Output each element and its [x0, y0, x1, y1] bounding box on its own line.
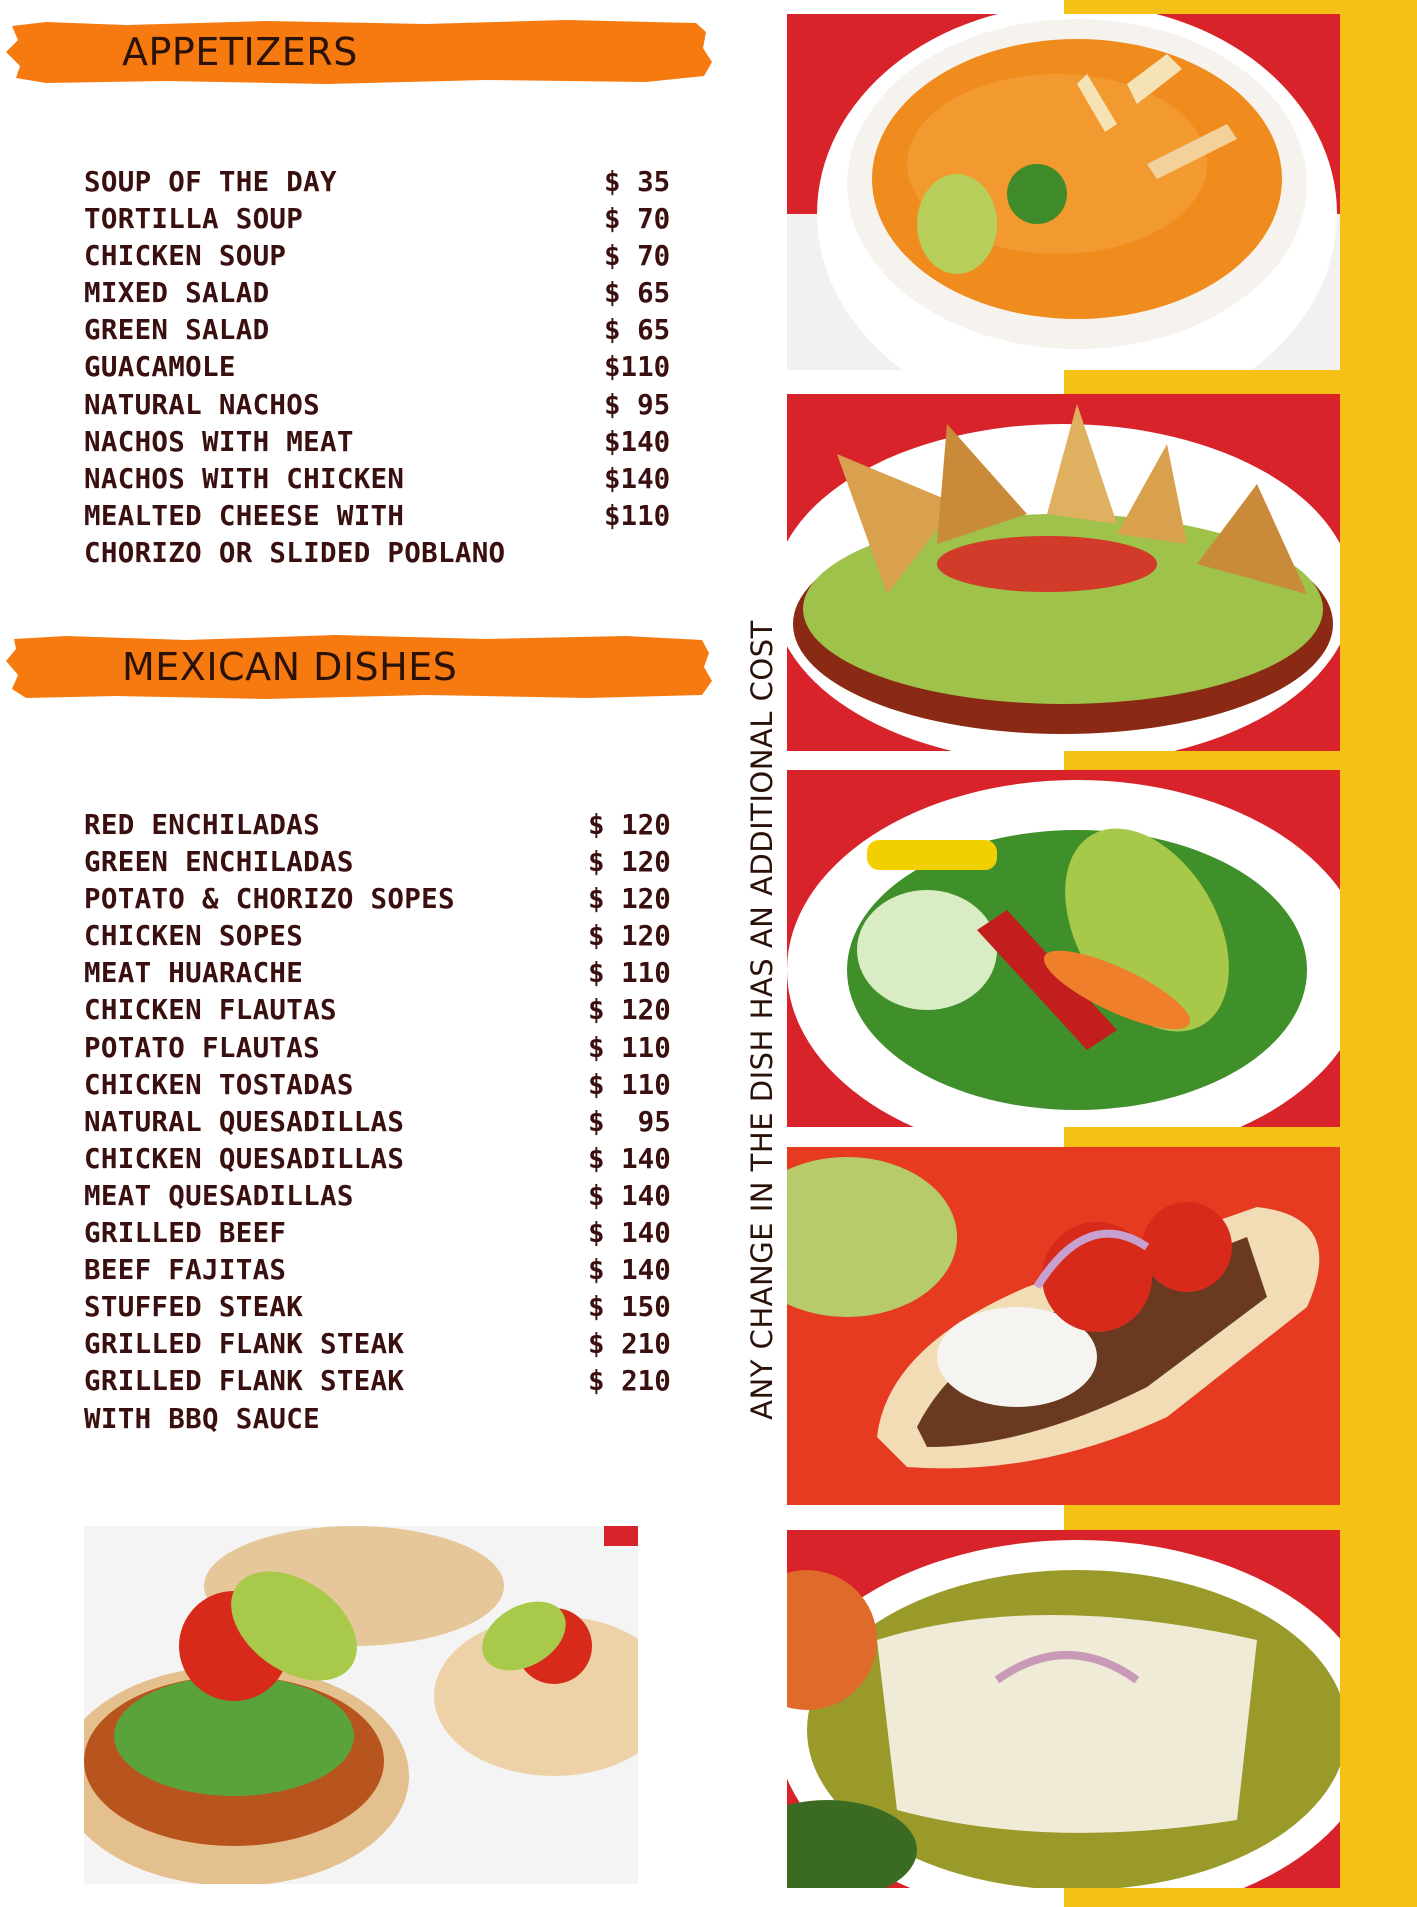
menu-item [84, 349, 671, 386]
item-price: $ 110 [588, 957, 671, 990]
item-name: GRILLED BEEF [84, 1217, 287, 1250]
item-price: $ 65 [604, 277, 671, 310]
menu-item [84, 201, 671, 238]
banner-shape [6, 18, 712, 86]
menu-item [84, 164, 671, 201]
item-price: $110 [604, 499, 671, 532]
menu-item [84, 918, 671, 955]
item-name: GUACAMOLE [84, 351, 236, 384]
item-name-continuation: CHORIZO OR SLIDED POBLANO [84, 536, 506, 569]
menu-item [84, 275, 671, 312]
item-name: GRILLED FLANK STEAK [84, 1328, 405, 1361]
item-name: CHICKEN QUESADILLAS [84, 1142, 405, 1175]
item-price: $ 140 [588, 1179, 671, 1212]
menu-item [84, 955, 671, 992]
item-price: $ 35 [604, 166, 671, 198]
item-name: NACHOS WITH MEAT [84, 425, 354, 458]
appetizers-title: APPETIZERS [122, 30, 358, 74]
menu-item [84, 844, 671, 881]
guacamole-nachos-photo [787, 394, 1340, 751]
item-price: $ 120 [588, 994, 671, 1027]
item-price: $ 140 [588, 1142, 671, 1175]
item-name: CHICKEN TOSTADAS [84, 1068, 354, 1101]
menu-item [84, 992, 671, 1029]
item-name: MIXED SALAD [84, 277, 270, 310]
item-name: CHICKEN SOPES [84, 920, 304, 953]
item-name: NATURAL QUESADILLAS [84, 1105, 405, 1138]
menu-item [84, 1363, 671, 1400]
item-price: $ 120 [588, 883, 671, 916]
menu-item [84, 1141, 671, 1178]
item-price: $140 [604, 425, 671, 458]
item-name: MEAT HUARACHE [84, 957, 304, 990]
item-name: MEALTED CHEESE WITH [84, 499, 405, 532]
item-name: GRILLED FLANK STEAK [84, 1365, 405, 1398]
item-price: $140 [604, 462, 671, 495]
menu-item [84, 424, 671, 461]
item-price: $ 150 [588, 1291, 671, 1324]
menu-item [84, 387, 671, 424]
item-price: $ 65 [604, 314, 671, 347]
item-name: POTATO FLAUTAS [84, 1031, 320, 1064]
item-name: STUFFED STEAK [84, 1291, 304, 1324]
item-price: $ 120 [588, 920, 671, 953]
additional-cost-note: ANY CHANGE IN THE DISH HAS AN ADDITIONAL COST [745, 620, 779, 1420]
menu-item-continuation [84, 535, 505, 572]
item-name: MEAT QUESADILLAS [84, 1179, 354, 1212]
appetizers-banner [6, 18, 712, 86]
item-price: $ 95 [604, 388, 671, 421]
menu-item-continuation [84, 1401, 455, 1438]
menu-item [84, 1067, 671, 1104]
item-price: $ 110 [588, 1068, 671, 1101]
menu-item [84, 1215, 671, 1252]
menu-item [84, 312, 671, 349]
menu-item [84, 1030, 671, 1067]
tortilla-soup-photo [787, 14, 1340, 370]
item-price: $ 95 [588, 1105, 671, 1138]
mexican-dishes-title: MEXICAN DISHES [122, 645, 458, 689]
item-price: $110 [604, 351, 671, 384]
menu-item [84, 498, 671, 535]
item-name: GREEN ENCHILADAS [84, 846, 354, 879]
item-name: NACHOS WITH CHICKEN [84, 462, 405, 495]
menu-item [84, 1104, 671, 1141]
sopes-photo [84, 1526, 638, 1884]
menu-item [84, 881, 671, 918]
item-name: NATURAL NACHOS [84, 388, 320, 421]
mexican-dishes-banner [6, 633, 712, 701]
menu-item [84, 1289, 671, 1326]
item-name: GREEN SALAD [84, 314, 270, 347]
menu-item [84, 807, 671, 844]
item-price: $ 140 [588, 1217, 671, 1250]
item-price: $ 120 [588, 809, 671, 841]
green-enchiladas-photo [787, 1530, 1340, 1888]
item-price: $ 210 [588, 1365, 671, 1398]
item-price: $ 70 [604, 240, 671, 273]
menu-item [84, 238, 671, 275]
item-price: $ 210 [588, 1328, 671, 1361]
item-name: CHICKEN SOUP [84, 240, 287, 273]
item-name: BEEF FAJITAS [84, 1254, 287, 1287]
item-name: RED ENCHILADAS [84, 809, 320, 841]
item-name: SOUP OF THE DAY [84, 166, 337, 198]
menu-item [84, 461, 671, 498]
item-price: $ 70 [604, 203, 671, 236]
mixed-salad-photo [787, 770, 1340, 1127]
menu-item [84, 1178, 671, 1215]
item-price: $ 140 [588, 1254, 671, 1287]
item-price: $ 120 [588, 846, 671, 879]
huarache-photo [787, 1147, 1340, 1505]
item-name: POTATO & CHORIZO SOPES [84, 883, 455, 916]
item-name: CHICKEN FLAUTAS [84, 994, 337, 1027]
item-name: TORTILLA SOUP [84, 203, 304, 236]
item-price: $ 110 [588, 1031, 671, 1064]
menu-item [84, 1326, 671, 1363]
appetizers-list [84, 164, 671, 572]
item-name-continuation: WITH BBQ SAUCE [84, 1402, 320, 1435]
mexican-dishes-list [84, 807, 671, 1438]
menu-item [84, 1252, 671, 1289]
